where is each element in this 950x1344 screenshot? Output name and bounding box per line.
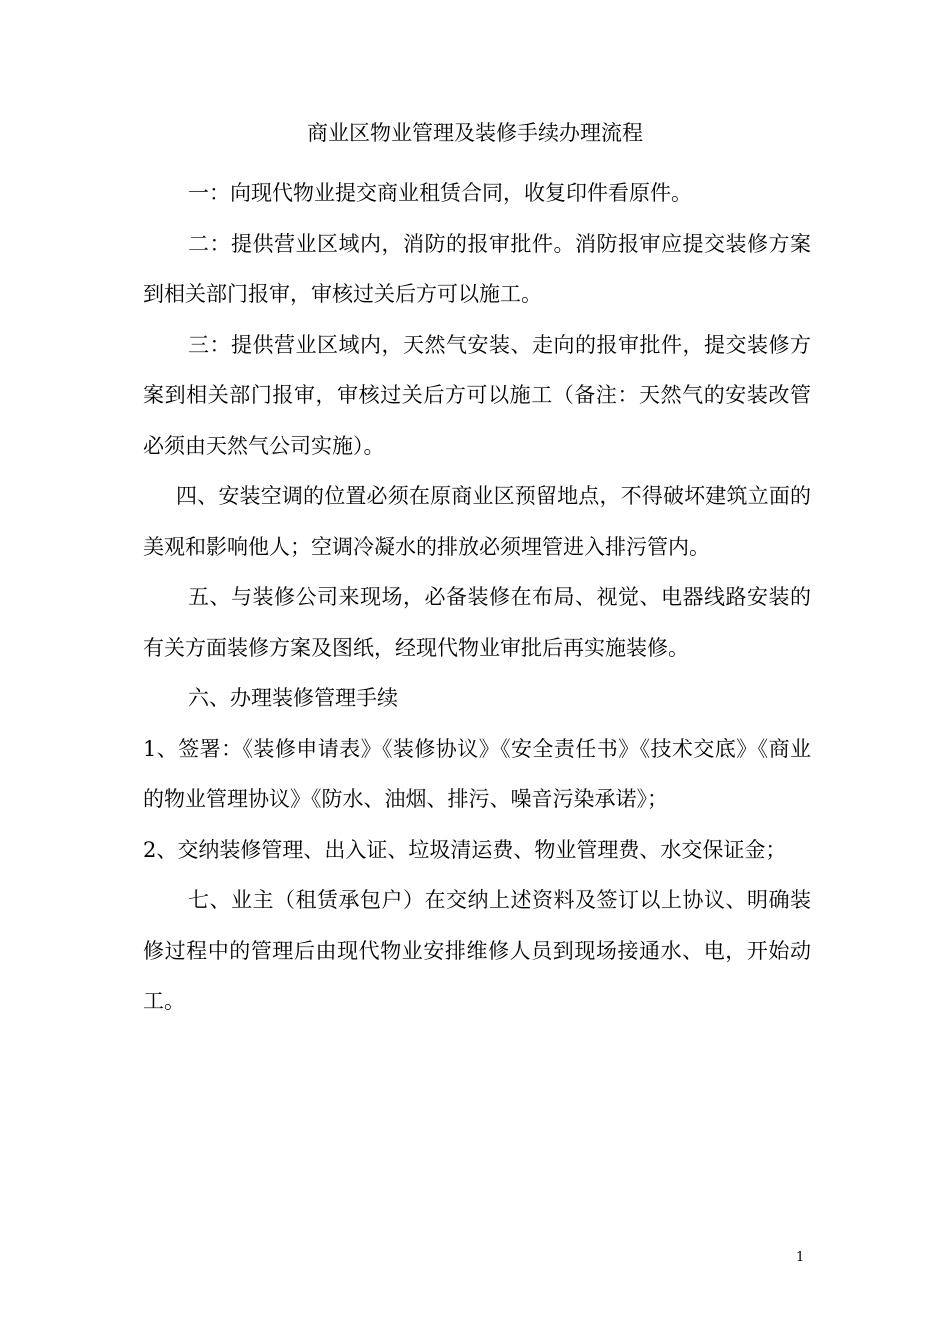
paragraph-1: 一：向现代物业提交商业租赁合同，收复印件看原件。 — [188, 181, 692, 205]
document-body — [143, 168, 811, 1027]
paragraph-3: 三：提供营业区域内，天然气安装、走向的报审批件，提交装修方案到相关部门报审，审核过关后方可以施工（备注：天然气的安装改管必须由天然气公司实施）。 — [143, 332, 811, 458]
paragraph-6-item-1: 1、签署：《装修申请表》《装修协议》《安全责任书》《技术交底》《商业的物业管理协议》《防水、油烟、排污、噪音污染承诺》； — [143, 736, 811, 811]
paragraph-5: 五、与装修公司来现场，必备装修在布局、视觉、电器线路安装的有关方面装修方案及图纸，经现代物业审批后再实施装修。 — [143, 585, 811, 660]
paragraph-4: 四、安装空调的位置必须在原商业区预留地点，不得破坏建筑立面的美观和影响他人；空调冷凝水的排放必须埋管进入排污管内。 — [143, 484, 811, 559]
paragraph-2: 二：提供营业区域内，消防的报审批件。消防报审应提交装修方案到相关部门报审，审核过关后方可以施工。 — [143, 231, 811, 306]
paragraph-6-item-2: 2、交纳装修管理、出入证、垃圾清运费、物业管理费、水交保证金； — [143, 837, 787, 862]
paragraph-6: 六、办理装修管理手续 — [188, 686, 398, 710]
paragraph-7: 七、业主（租赁承包户）在交纳上述资料及签订以上协议、明确装修过程中的管理后由现代物业安排维修人员到现场接通水、电，开始动工。 — [143, 888, 811, 1013]
document-title: 商业区物业管理及装修手续办理流程 — [307, 121, 643, 145]
page-number: 1 — [796, 1250, 805, 1265]
